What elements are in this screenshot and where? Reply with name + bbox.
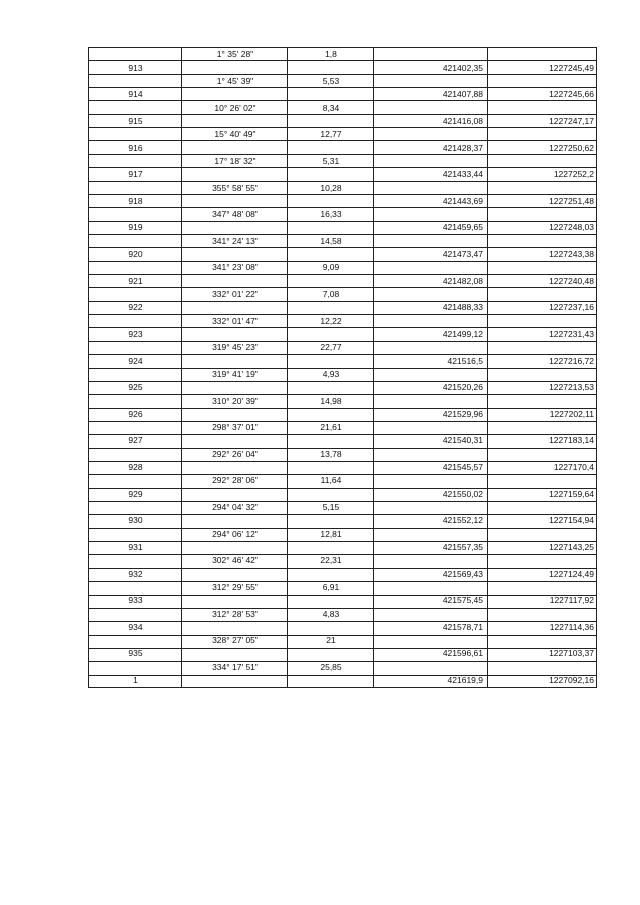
direction-angle-cell: 294° 06' 12" <box>212 528 258 539</box>
y-coordinate-cell <box>488 368 598 381</box>
direction-angle-cell <box>182 381 288 394</box>
point-number-cell <box>89 660 182 673</box>
coordinates-table <box>88 47 597 688</box>
segment-length-cell: 11,64 <box>320 475 342 486</box>
point-number-cell <box>89 234 182 247</box>
point-number-cell: 918 <box>128 195 143 206</box>
row-divider <box>89 207 596 208</box>
y-coordinate-cell <box>488 554 598 567</box>
x-coordinate-cell <box>374 155 488 168</box>
direction-angle-cell: 319° 45' 23" <box>212 342 258 353</box>
row-divider <box>89 554 596 555</box>
row-divider <box>89 635 596 636</box>
row-divider <box>89 341 596 342</box>
row-divider <box>89 648 596 649</box>
x-coordinate-cell <box>374 394 488 407</box>
direction-angle-cell <box>182 274 288 287</box>
y-coordinate-cell: 1227245,66 <box>549 89 594 100</box>
row-divider <box>89 247 596 248</box>
y-coordinate-cell <box>488 208 598 221</box>
y-coordinate-cell <box>488 660 598 673</box>
y-coordinate-cell: 1227117,92 <box>549 595 594 606</box>
point-number-cell <box>89 527 182 540</box>
point-number-cell: 934 <box>128 621 143 632</box>
x-coordinate-cell <box>374 554 488 567</box>
x-coordinate-cell: 421529,96 <box>442 408 483 419</box>
segment-length-cell: 6,91 <box>322 581 340 592</box>
segment-length-cell: 9,09 <box>322 262 340 273</box>
x-coordinate-cell: 421433,44 <box>442 169 483 180</box>
direction-angle-cell <box>182 461 288 474</box>
x-coordinate-cell <box>374 181 488 194</box>
row-divider <box>89 154 596 155</box>
segment-length-cell: 5,15 <box>322 502 340 513</box>
x-coordinate-cell <box>374 341 488 354</box>
point-number-cell: 917 <box>128 169 143 180</box>
segment-length-cell <box>288 328 374 341</box>
point-number-cell <box>89 421 182 434</box>
direction-angle-cell <box>182 434 288 447</box>
segment-length-cell <box>288 381 374 394</box>
point-number-cell: 920 <box>128 249 143 260</box>
segment-length-cell <box>288 541 374 554</box>
direction-angle-cell <box>182 221 288 234</box>
segment-length-cell: 22,31 <box>320 555 342 566</box>
segment-length-cell: 12,81 <box>320 528 342 539</box>
point-number-cell <box>89 341 182 354</box>
y-coordinate-cell: 1227231,43 <box>549 328 594 339</box>
direction-angle-cell <box>182 647 288 660</box>
segment-length-cell <box>288 354 374 367</box>
point-number-cell <box>89 394 182 407</box>
y-coordinate-cell <box>488 447 598 460</box>
point-number-cell: 924 <box>128 355 143 366</box>
x-coordinate-cell: 421552,12 <box>442 515 483 526</box>
row-divider <box>89 234 596 235</box>
point-number-cell: 932 <box>128 568 143 579</box>
row-divider <box>89 261 596 262</box>
y-coordinate-cell <box>488 261 598 274</box>
segment-length-cell <box>288 115 374 128</box>
row-divider <box>89 394 596 395</box>
x-coordinate-cell: 421428,37 <box>442 142 483 153</box>
segment-length-cell <box>288 274 374 287</box>
y-coordinate-cell <box>488 341 598 354</box>
segment-length-cell: 1,8 <box>325 49 337 60</box>
point-number-cell <box>89 208 182 221</box>
row-divider <box>89 514 596 515</box>
x-coordinate-cell: 421596,61 <box>442 648 483 659</box>
row-divider <box>89 474 596 475</box>
y-coordinate-cell <box>488 181 598 194</box>
row-divider <box>89 181 596 182</box>
direction-angle-cell: 355° 58' 55" <box>212 182 258 193</box>
direction-angle-cell <box>182 248 288 261</box>
row-divider <box>89 461 596 462</box>
row-divider <box>89 127 596 128</box>
x-coordinate-cell: 421416,08 <box>442 115 483 126</box>
direction-angle-cell: 341° 23' 08" <box>212 262 258 273</box>
segment-length-cell: 5,53 <box>322 76 340 87</box>
row-divider <box>89 661 596 662</box>
point-number-cell: 928 <box>128 462 143 473</box>
point-number-cell: 913 <box>128 62 143 73</box>
segment-length-cell: 22,77 <box>320 342 342 353</box>
row-divider <box>89 354 596 355</box>
direction-angle-cell <box>182 620 288 633</box>
row-divider <box>89 595 596 596</box>
point-number-cell <box>89 501 182 514</box>
row-divider <box>89 381 596 382</box>
segment-length-cell: 13,78 <box>320 448 342 459</box>
point-number-cell <box>89 75 182 88</box>
segment-length-cell <box>288 194 374 207</box>
direction-angle-cell: 294° 04' 32" <box>212 502 258 513</box>
x-coordinate-cell <box>374 447 488 460</box>
y-coordinate-cell: 1227170,4 <box>553 462 594 473</box>
row-divider <box>89 100 596 101</box>
row-divider <box>89 675 596 676</box>
y-coordinate-cell: 1227251,48 <box>549 195 594 206</box>
y-coordinate-cell: 1227159,64 <box>549 488 594 499</box>
segment-length-cell: 10,28 <box>320 182 342 193</box>
y-coordinate-cell <box>488 234 598 247</box>
x-coordinate-cell: 421499,12 <box>442 328 483 339</box>
x-coordinate-cell: 421569,43 <box>442 568 483 579</box>
row-divider <box>89 60 596 61</box>
row-divider <box>89 368 596 369</box>
direction-angle-cell: 17° 18' 32" <box>214 155 256 166</box>
row-divider <box>89 114 596 115</box>
segment-length-cell: 16,33 <box>320 209 342 220</box>
row-divider <box>89 314 596 315</box>
point-number-cell: 927 <box>128 435 143 446</box>
direction-angle-cell: 15° 40' 49" <box>214 129 256 140</box>
x-coordinate-cell: 421619,9 <box>447 675 483 686</box>
y-coordinate-cell <box>488 421 598 434</box>
segment-length-cell: 12,22 <box>320 315 342 326</box>
segment-length-cell <box>288 407 374 420</box>
point-number-cell: 921 <box>128 275 143 286</box>
direction-angle-cell <box>182 61 288 74</box>
segment-length-cell <box>288 248 374 261</box>
row-divider <box>89 274 596 275</box>
segment-length-cell: 4,93 <box>322 368 340 379</box>
x-coordinate-cell <box>374 474 488 487</box>
row-divider <box>89 621 596 622</box>
segment-length-cell: 14,58 <box>320 235 342 246</box>
direction-angle-cell <box>182 141 288 154</box>
direction-angle-cell <box>182 168 288 181</box>
row-divider <box>89 287 596 288</box>
direction-angle-cell <box>182 541 288 554</box>
segment-length-cell <box>288 647 374 660</box>
point-number-cell <box>89 447 182 460</box>
direction-angle-cell: 310° 20' 39" <box>212 395 258 406</box>
x-coordinate-cell <box>374 581 488 594</box>
row-divider <box>89 528 596 529</box>
row-divider <box>89 221 596 222</box>
direction-angle-cell: 302° 46' 42" <box>212 555 258 566</box>
direction-angle-cell <box>182 301 288 314</box>
x-coordinate-cell: 421407,88 <box>442 89 483 100</box>
direction-angle-cell: 334° 17' 51" <box>212 661 258 672</box>
point-number-cell <box>89 314 182 327</box>
x-coordinate-cell <box>374 234 488 247</box>
x-coordinate-cell: 421557,35 <box>442 541 483 552</box>
point-number-cell <box>89 181 182 194</box>
direction-angle-cell <box>182 514 288 527</box>
direction-angle-cell: 298° 37' 01" <box>212 422 258 433</box>
point-number-cell: 926 <box>128 408 143 419</box>
point-number-cell <box>89 607 182 620</box>
point-number-cell: 929 <box>128 488 143 499</box>
direction-angle-cell: 332° 01' 47" <box>212 315 258 326</box>
point-number-cell: 930 <box>128 515 143 526</box>
segment-length-cell: 21 <box>326 635 336 646</box>
x-coordinate-cell: 421482,08 <box>442 275 483 286</box>
direction-angle-cell: 328° 27' 05" <box>212 635 258 646</box>
x-coordinate-cell: 421520,26 <box>442 382 483 393</box>
point-number-cell: 935 <box>128 648 143 659</box>
row-divider <box>89 434 596 435</box>
segment-length-cell <box>288 168 374 181</box>
segment-length-cell <box>288 567 374 580</box>
row-divider <box>89 194 596 195</box>
y-coordinate-cell: 1227243,38 <box>549 249 594 260</box>
row-divider <box>89 608 596 609</box>
point-number-cell: 915 <box>128 115 143 126</box>
y-coordinate-cell: 1227240,48 <box>549 275 594 286</box>
segment-length-cell <box>288 61 374 74</box>
point-number-cell: 1 <box>133 675 138 686</box>
direction-angle-cell: 10° 26' 02" <box>214 102 256 113</box>
direction-angle-cell: 341° 24' 13" <box>212 235 258 246</box>
y-coordinate-cell: 1227202,11 <box>549 408 594 419</box>
x-coordinate-cell: 421516,5 <box>447 355 483 366</box>
direction-angle-cell: 332° 01' 22" <box>212 289 258 300</box>
y-coordinate-cell <box>488 75 598 88</box>
segment-length-cell: 8,34 <box>322 102 340 113</box>
x-coordinate-cell <box>374 101 488 114</box>
row-divider <box>89 74 596 75</box>
y-coordinate-cell <box>488 607 598 620</box>
segment-length-cell: 4,83 <box>322 608 340 619</box>
direction-angle-cell: 319° 41' 19" <box>212 368 258 379</box>
row-divider <box>89 327 596 328</box>
point-number-cell <box>89 288 182 301</box>
x-coordinate-cell <box>374 261 488 274</box>
y-coordinate-cell: 1227216,72 <box>549 355 594 366</box>
direction-angle-cell: 292° 26' 04" <box>212 448 258 459</box>
segment-length-cell <box>288 461 374 474</box>
x-coordinate-cell: 421459,65 <box>442 222 483 233</box>
point-number-cell <box>89 101 182 114</box>
y-coordinate-cell: 1227245,49 <box>549 62 594 73</box>
point-number-cell <box>89 261 182 274</box>
y-coordinate-cell: 1227252,2 <box>553 169 594 180</box>
y-coordinate-cell: 1227092,16 <box>549 675 594 686</box>
direction-angle-cell: 312° 29' 55" <box>212 581 258 592</box>
direction-angle-cell: 1° 45' 39" <box>216 76 254 87</box>
segment-length-cell <box>288 620 374 633</box>
direction-angle-cell: 312° 28' 53" <box>212 608 258 619</box>
segment-length-cell <box>288 434 374 447</box>
point-number-cell: 923 <box>128 328 143 339</box>
segment-length-cell <box>288 487 374 500</box>
y-coordinate-cell: 1227124,49 <box>549 568 594 579</box>
segment-length-cell <box>288 514 374 527</box>
point-number-cell: 919 <box>128 222 143 233</box>
x-coordinate-cell <box>374 314 488 327</box>
direction-angle-cell <box>182 115 288 128</box>
y-coordinate-cell: 1227103,37 <box>549 648 594 659</box>
x-coordinate-cell <box>374 288 488 301</box>
point-number-cell <box>89 581 182 594</box>
segment-length-cell: 7,08 <box>322 289 340 300</box>
y-coordinate-cell: 1227237,16 <box>549 302 594 313</box>
row-divider <box>89 488 596 489</box>
x-coordinate-cell <box>374 368 488 381</box>
row-divider <box>89 541 596 542</box>
row-divider <box>89 167 596 168</box>
x-coordinate-cell: 421550,02 <box>442 488 483 499</box>
x-coordinate-cell <box>374 501 488 514</box>
point-number-cell: 916 <box>128 142 143 153</box>
segment-length-cell: 5,31 <box>322 155 340 166</box>
x-coordinate-cell <box>374 527 488 540</box>
x-coordinate-cell: 421578,71 <box>442 621 483 632</box>
y-coordinate-cell <box>488 155 598 168</box>
y-coordinate-cell: 1227154,94 <box>549 515 594 526</box>
x-coordinate-cell: 421488,33 <box>442 302 483 313</box>
segment-length-cell <box>288 141 374 154</box>
row-divider <box>89 301 596 302</box>
segment-length-cell <box>288 221 374 234</box>
y-coordinate-cell <box>488 474 598 487</box>
x-coordinate-cell: 421575,45 <box>442 595 483 606</box>
direction-angle-cell: 292° 28' 06" <box>212 475 258 486</box>
y-coordinate-cell: 1227183,14 <box>549 435 594 446</box>
x-coordinate-cell <box>374 75 488 88</box>
direction-angle-cell: 347° 48' 08" <box>212 209 258 220</box>
y-coordinate-cell <box>488 101 598 114</box>
y-coordinate-cell <box>488 501 598 514</box>
y-coordinate-cell <box>488 581 598 594</box>
x-coordinate-cell <box>374 421 488 434</box>
direction-angle-cell <box>182 328 288 341</box>
direction-angle-cell <box>182 487 288 500</box>
x-coordinate-cell: 421443,69 <box>442 195 483 206</box>
segment-length-cell: 14,98 <box>320 395 342 406</box>
y-coordinate-cell: 1227143,25 <box>549 541 594 552</box>
x-coordinate-cell <box>374 208 488 221</box>
point-number-cell: 931 <box>128 541 143 552</box>
y-coordinate-cell: 1227250,62 <box>549 142 594 153</box>
x-coordinate-cell: 421402,35 <box>442 62 483 73</box>
segment-length-cell: 21,61 <box>320 422 342 433</box>
point-number-cell: 922 <box>128 302 143 313</box>
point-number-cell: 914 <box>128 89 143 100</box>
y-coordinate-cell: 1227247,17 <box>549 115 594 126</box>
x-coordinate-cell: 421545,57 <box>442 462 483 473</box>
segment-length-cell <box>288 301 374 314</box>
x-coordinate-cell: 421540,31 <box>442 435 483 446</box>
direction-angle-cell <box>182 567 288 580</box>
point-number-cell: 925 <box>128 382 143 393</box>
x-coordinate-cell: 421473,47 <box>442 249 483 260</box>
row-divider <box>89 501 596 502</box>
point-number-cell <box>89 474 182 487</box>
point-number-cell <box>89 554 182 567</box>
y-coordinate-cell <box>488 394 598 407</box>
y-coordinate-cell <box>488 527 598 540</box>
row-divider <box>89 581 596 582</box>
row-divider <box>89 140 596 141</box>
y-coordinate-cell: 1227248,03 <box>549 222 594 233</box>
y-coordinate-cell: 1227213,53 <box>549 382 594 393</box>
direction-angle-cell: 1° 35' 28" <box>216 49 254 60</box>
direction-angle-cell <box>182 194 288 207</box>
segment-length-cell: 25,85 <box>320 661 342 672</box>
x-coordinate-cell <box>374 660 488 673</box>
row-divider <box>89 568 596 569</box>
point-number-cell <box>89 155 182 168</box>
segment-length-cell: 12,77 <box>320 129 342 140</box>
point-number-cell: 933 <box>128 595 143 606</box>
y-coordinate-cell: 1227114,36 <box>549 621 594 632</box>
y-coordinate-cell <box>488 288 598 301</box>
point-number-cell <box>89 368 182 381</box>
direction-angle-cell <box>182 407 288 420</box>
row-divider <box>89 87 596 88</box>
y-coordinate-cell <box>488 314 598 327</box>
direction-angle-cell <box>182 354 288 367</box>
row-divider <box>89 448 596 449</box>
row-divider <box>89 408 596 409</box>
row-divider <box>89 421 596 422</box>
x-coordinate-cell <box>374 607 488 620</box>
